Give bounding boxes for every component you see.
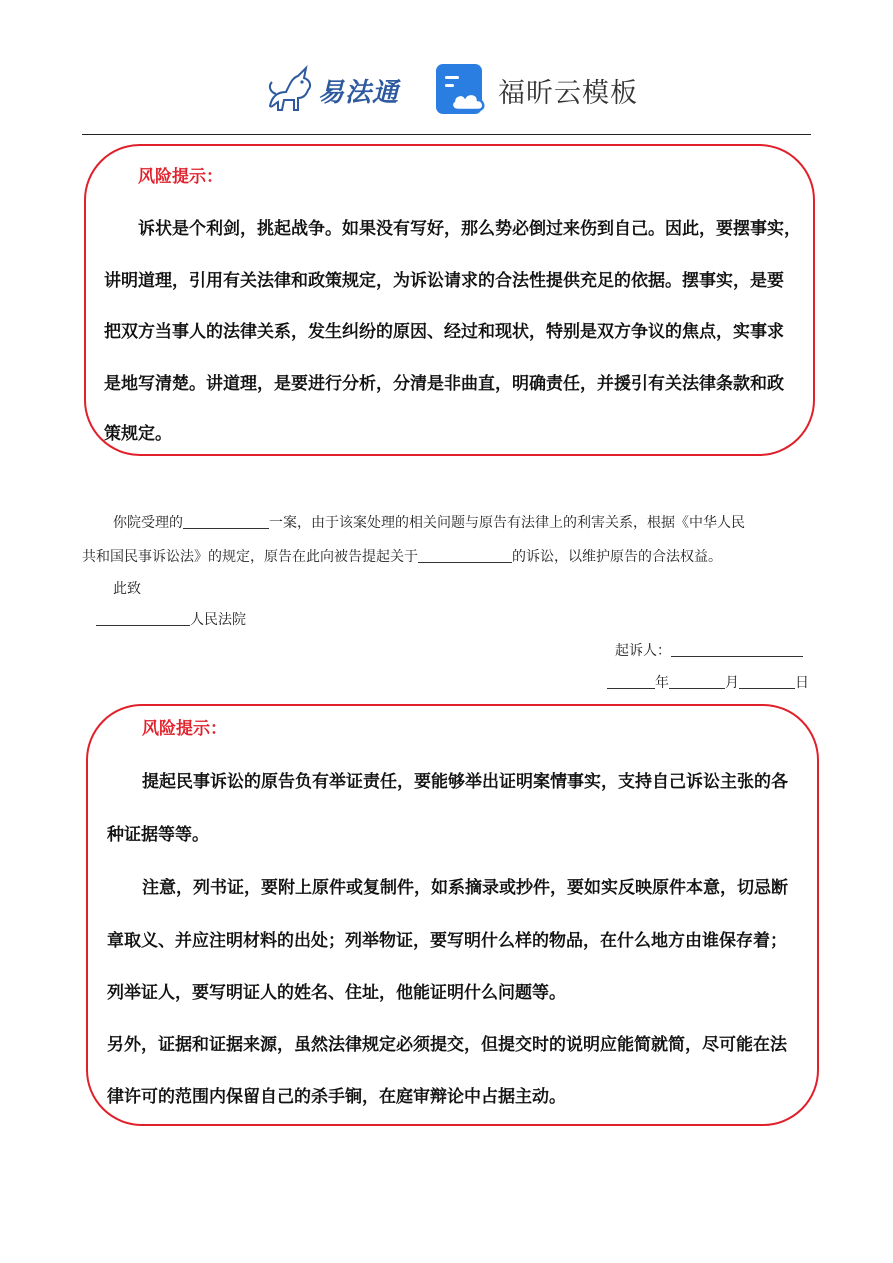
body-text: 的诉讼，以维护原告的合法权益。 — [512, 550, 722, 565]
risk1-line: 讲明道理，引用有关法律和政策规定，为诉讼请求的合法性提供充足的依据。摆事实，是要 — [104, 271, 784, 291]
body-text: 共和国民事诉讼法》的规定，原告在此向被告提起关于 — [82, 550, 418, 565]
court-line — [96, 609, 246, 629]
cizhi-text: 此致 — [113, 582, 141, 597]
blank-court[interactable] — [96, 611, 190, 626]
blank-month[interactable] — [669, 674, 725, 689]
day-label: 日 — [795, 676, 809, 691]
unicorn-icon — [262, 62, 320, 118]
body-text: 你院受理的 — [113, 516, 183, 531]
risk2-line: 章取义、并应注明材料的出处；列举物证，要写明什么样的物品，在什么地方由谁保存着； — [107, 931, 787, 951]
body-line-2 — [82, 546, 722, 566]
month-label: 月 — [725, 676, 739, 691]
risk2-line: 另外，证据和证据来源，虽然法律规定必须提交，但提交时的说明应能简就简，尽可能在法 — [107, 1035, 787, 1055]
body-text: 一案，由于该案处理的相关问题与原告有法律上的利害关系，根据《中华人民 — [269, 516, 745, 531]
court-label: 人民法院 — [190, 613, 246, 628]
blank-plaintiff[interactable] — [671, 642, 803, 657]
risk-title-2: 风险提示： — [142, 719, 227, 739]
blank-subject[interactable] — [418, 548, 512, 563]
date-line — [607, 672, 809, 692]
risk1-line: 策规定。 — [104, 424, 172, 444]
fuxin-logo — [436, 64, 638, 116]
yifatong-logo — [262, 62, 412, 118]
risk2-line: 注意，列书证，要附上原件或复制件，如系摘录或抄件，要如实反映原件本意，切忌断 — [142, 878, 788, 898]
blank-year[interactable] — [607, 674, 655, 689]
risk-title-1: 风险提示： — [138, 167, 223, 187]
cloud-doc-icon — [436, 64, 488, 116]
risk1-line: 诉状是个利剑，挑起战争。如果没有写好，那么势必倒过来伤到自己。因此，要摆事实， — [138, 219, 801, 239]
brand-right-text: 福昕云模板 — [498, 77, 638, 109]
risk2-line: 列举证人，要写明证人的姓名、住址，他能证明什么问题等。 — [107, 983, 566, 1003]
brand-left-text: 易法通 — [318, 77, 400, 108]
plaintiff-line — [615, 640, 803, 660]
risk1-line: 是地写清楚。讲道理，是要进行分析，分清是非曲直，明确责任，并援引有关法律条款和政 — [104, 374, 784, 394]
risk2-line: 种证据等等。 — [107, 825, 209, 845]
risk2-line: 律许可的范围内保留自己的杀手锏，在庭审辩论中占据主动。 — [107, 1087, 566, 1107]
body-line-1 — [113, 512, 745, 532]
risk2-line: 提起民事诉讼的原告负有举证责任，要能够举出证明案情事实，支持自己诉讼主张的各 — [142, 772, 788, 792]
page-header — [0, 58, 893, 122]
blank-case[interactable] — [183, 514, 269, 529]
blank-day[interactable] — [739, 674, 795, 689]
year-label: 年 — [655, 676, 669, 691]
header-divider — [82, 134, 811, 135]
plaintiff-label: 起诉人： — [615, 644, 671, 659]
risk-box-1 — [84, 144, 815, 456]
risk1-line: 把双方当事人的法律关系，发生纠纷的原因、经过和现状，特别是双方争议的焦点，实事求 — [104, 322, 784, 342]
